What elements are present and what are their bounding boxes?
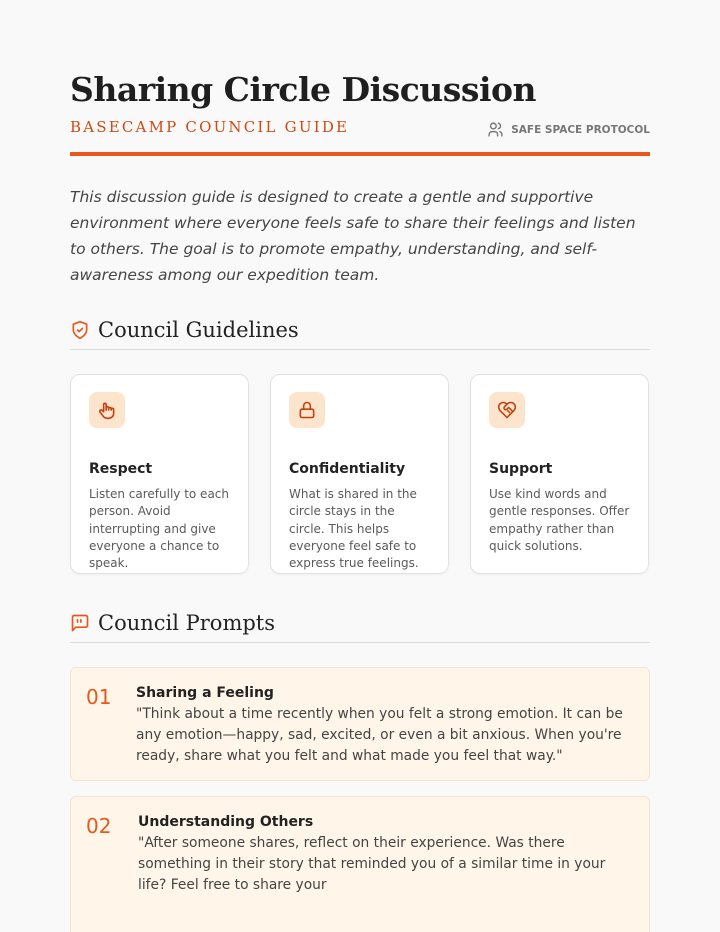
card-title: Confidentiality xyxy=(289,461,406,477)
guideline-card-confidentiality xyxy=(270,374,449,574)
prompt-text: "After someone shares, reflect on their experience. Was there something in their story that reminded you of a similar time in your life? Feel free to share your xyxy=(138,835,606,893)
card-text: Use kind words and gentle responses. Offer empathy rather than quick solutions. xyxy=(489,487,630,553)
card-text: Listen carefully to each person. Avoid interrupting and give everyone a chance to speak. xyxy=(89,487,229,571)
intro-paragraph: This discussion guide is designed to create a gentle and supportive environment where everyone feels safe to share their feelings and listen to others. The goal is to promote empathy, understanding, and self-awareness among our expedition team. xyxy=(70,188,636,284)
lock-icon xyxy=(289,392,325,428)
page-subtitle: BASECAMP COUNCIL GUIDE xyxy=(70,118,350,136)
heart-handshake-icon xyxy=(489,392,525,428)
guideline-card-respect xyxy=(70,374,249,574)
card-title: Respect xyxy=(89,461,153,477)
prompt-number: 01 xyxy=(86,685,112,709)
card-text: What is shared in the circle stays in the circle. This helps everyone feel safe to express true feelings. xyxy=(289,487,419,571)
prompt-number: 02 xyxy=(86,814,112,838)
prompt-body xyxy=(136,668,649,780)
card-title: Support xyxy=(489,461,553,477)
prompt-item xyxy=(70,796,650,932)
prompts-heading: Council Prompts xyxy=(98,611,276,635)
page-title: Sharing Circle Discussion xyxy=(70,70,536,109)
header-divider xyxy=(70,152,650,156)
safe-space-badge xyxy=(487,121,650,138)
shield-check-icon xyxy=(70,320,90,340)
guidelines-heading: Council Guidelines xyxy=(98,318,299,342)
safe-space-label: SAFE SPACE PROTOCOL xyxy=(511,123,650,136)
prompts-section-header xyxy=(70,604,650,643)
prompt-body xyxy=(136,797,649,932)
prompt-title: Understanding Others xyxy=(138,814,314,830)
guideline-card-support xyxy=(470,374,649,574)
guideline-cards xyxy=(70,374,650,574)
users-icon xyxy=(487,121,504,138)
hand-icon xyxy=(89,392,125,428)
prompt-item xyxy=(70,667,650,781)
prompt-title: Sharing a Feeling xyxy=(136,685,274,701)
prompt-text: "Think about a time recently when you felt a strong emotion. It can be any emotion—happy, sad, excited, or even a bit anxious. When you're ready, share what you felt and what made you feel that way." xyxy=(136,706,623,764)
guidelines-section-header xyxy=(70,311,650,350)
message-quote-icon xyxy=(70,613,90,633)
